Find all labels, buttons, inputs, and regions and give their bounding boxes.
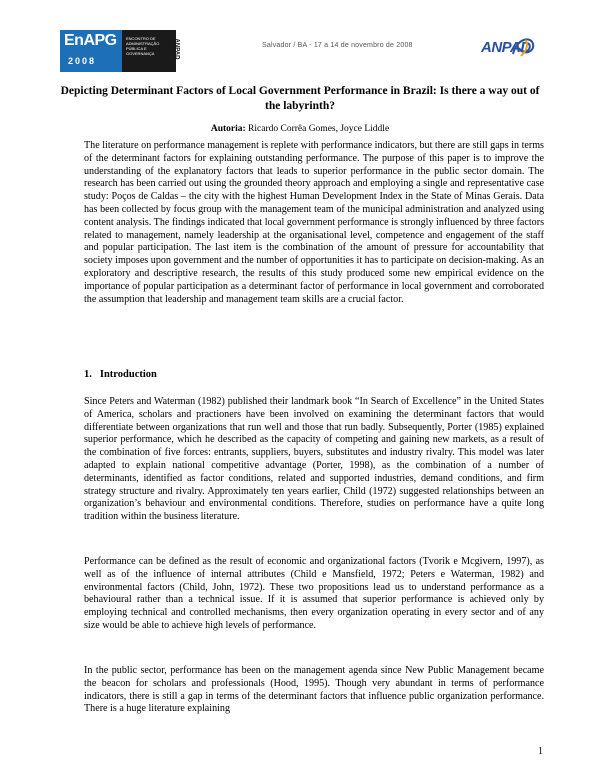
enapg-logo [60,30,196,72]
enapg-tagline: ENCONTRO DE ADMINISTRAÇÃO PÚBLICA E GOVERNANÇA [122,30,176,72]
authors-label: Autoria: [210,124,246,134]
anpad-swirl-icon [509,36,537,58]
section-title: Introduction [99,369,157,380]
enapg-logo-mark [60,30,122,72]
page-header [0,0,600,80]
section-heading [84,369,165,380]
paper-title: Depicting Determinant Factors of Local Government Performance in Brazil: Is there a way out of the labyrinth? [60,85,540,112]
anpad-logo-text: ANPAD [481,39,531,56]
anpad-logo [479,36,541,60]
abstract-paragraph: The literature on performance management is replete with performance indicators, but there are still gaps in terms of the determinant factors for explaining outstanding performance. The purpose of this paper is to improve the understanding of the explanatory factors that leads to superior performance in the public sector domain. The research has been carried out using the grounded theory approach and employing a single and representative case study: Poços de Caldas – the city with the highest Human Development Index in the State of Minas Gerais. Data has been collected by focus group with the management team of the municipal administration and analyzed using content analysis. The findings indicated that local government performance is strongly influenced by three factors related to management, namely leadership at the organisational level, competence and engagement of the staff and popular participation. The last item is the combination of the amount of pressure for accountability that society imposes upon government and the number of opportunities it has to participate on decision-making. As an exploratory and descriptive research, the results of this study produced some new empirical evidence on the importance of popular participation as a determinant factor of performance in local government and corroborated the assumption that leadership and management team skills are a crucial factor. [84,140,544,305]
event-date-line: Salvador / BA - 17 a 14 de novembro de 2008 [262,42,413,49]
body-paragraph: Performance can be defined as the result of economic and organizational factors (Tvorik e Mcgivern, 1997), as well as of the influence of internal attributes (Child e Mansfield, 1972; Peters e Waterman, 1982) and environmental factors (Child, John, 1972). These two propositions lead us to understand performance as a behavioural rather than a technical issue. If it is assumed that superior performance is achieved only by employing technical and controlled mechanisms, then every organization operating in every sector and of any size would be able to achieve high levels of performance. [84,556,544,631]
body-paragraph: Since Peters and Waterman (1982) published their landmark book “In Search of Excellence” in the United States of America, scholars and practioners have been involved on examining the determinant factors that would differentiate between organizations that run well and those that run badly. Subsequently, Porter (1985) explained superior performance, which he described as the capacity of competing and gaining new markets, as a result of the combination of five forces: entrants, suppliers, buyers, substitutes and industry rivalry. This model was later adapted to explain national competitive advantage (Porter, 1998), as the combination of a number of determinants, identified as factor conditions, related and supported industries, demand conditions, and firm strategy structure and rivalry. Approximately ten years earlier, Child (1972) suggested relationships between an organization’s behaviour and environmental conditions. Therefore, studies on performance have a quite long tradition within the business literature. [84,396,544,523]
anpad-vertical-mark [173,30,194,72]
page-number: 1 [538,746,543,757]
section-number: 1. [84,369,92,380]
enapg-brand: EnAPG [64,32,117,49]
body-paragraph: In the public sector, performance has been on the management agenda since New Public Management became the beacon for scholars and professionals (Hood, 1995). Though very abundant in terms of performance indicators, there is still a gap in terms of the determinant factors that influence public organization performance. There is a huge literature explaining [84,665,544,715]
authors-names: Ricardo Corrêa Gomes, Joyce Liddle [248,124,390,134]
enapg-year: 2008 [68,56,97,66]
anpad-vertical-text: ANPAD [173,38,180,60]
author-line [60,124,540,134]
